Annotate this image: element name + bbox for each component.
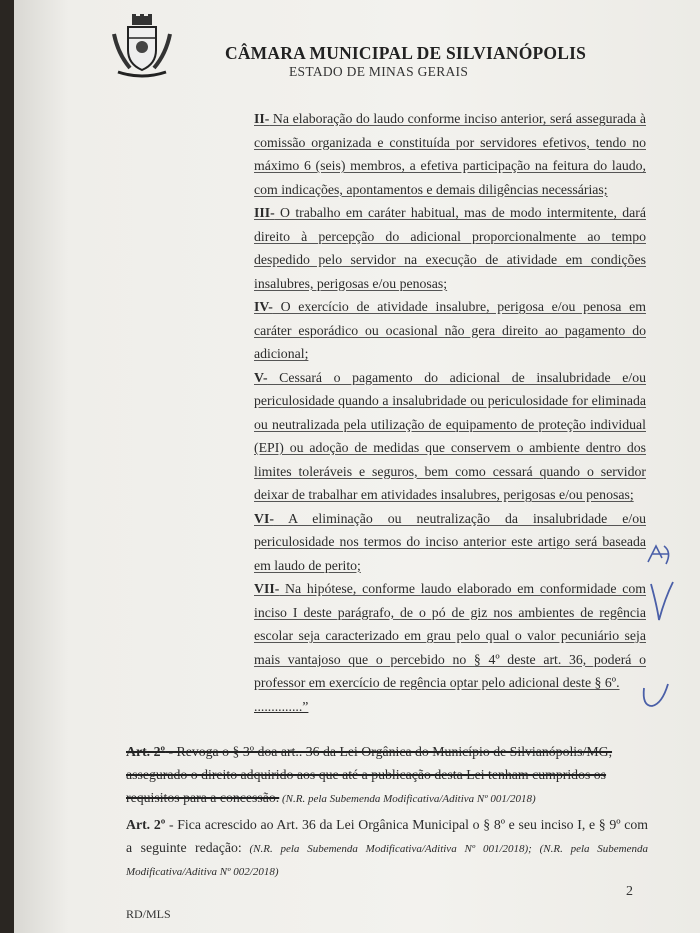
clause-iii: III- O trabalho em caráter habitual, mas de modo intermitente, dará direito à percepção do adicional proporcionalmente ao tempo despedido pelo servidor na execução de atividade em condições insalubres, perigosas e/ou penosas; — [254, 205, 646, 291]
clause-vi: VI- A eliminação ou neutralização da insalubridade e/ou periculosidade nos termos do inciso anterior este artigo será baseada em laudo de perito; — [254, 510, 646, 573]
clause-v: V- Cessará o pagamento do adicional de insalubridade e/ou periculosidade quando a insalubridade ou periculosidade for eliminada ou neutralizada pela utilização de equipamento de proteção individual (EPI) ou adoção de medidas que conservem o ambiente dentro dos limites toleráveis e seguros, bem como cessará quando o servidor deixar de trabalhar em atividades insalubres, perigosas e/ou penosas; — [254, 369, 646, 502]
clause-vii: VII- Na hipótese, conforme laudo elaborado em conformidade com inciso I deste parágrafo, de o pó de giz nos ambientes de regência escolar seja caracterizado em grau pelo qual o valor pecuniário seja mais vantajoso que o percebido no § 4º deste art. 36, poderá o professor em exercício de regência optar pelo adicional deste § 6º. — [254, 581, 646, 690]
municipal-crest-icon — [110, 14, 174, 78]
page-number: 2 — [626, 884, 633, 899]
articles-block — [126, 740, 648, 882]
handwritten-check-icon — [647, 578, 677, 626]
handwritten-mark-icon — [642, 540, 682, 570]
institution-title: CÂMARA MUNICIPAL DE SILVIANÓPOLIS — [225, 43, 587, 63]
handwritten-check-icon — [638, 678, 674, 714]
article-2: Art. 2º - Fica acrescido ao Art. 36 da Lei Orgânica Municipal o § 8º e seu inciso I, e § 9º com a seguinte redação: (N.R. pela Subemenda Modificativa/Aditiva Nº 001/2018); (N.R. pela Subemenda Modificativa/Aditiva Nº 002/2018) — [126, 817, 648, 878]
clause-iv: IV- O exercício de atividade insalubre, perigosa e/ou penosa em caráter esporádico ou ocasional não gera direito ao pagamento do adicional; — [254, 299, 646, 361]
closing-dots: ..............” — [254, 698, 309, 714]
clause-ii: II- Na elaboração do laudo conforme inciso anterior, será assegurada à comissão organizada e constituída por servidores efetivos, tendo no máximo 6 (seis) membros, a efetiva participação na feitura do laudo, com indicações, apontamentos e demais diligências necessárias; — [254, 111, 646, 197]
clauses-list — [254, 107, 646, 718]
footer-initials: RD/MLS — [126, 907, 171, 921]
state-subtitle: ESTADO DE MINAS GERAIS — [289, 64, 469, 79]
document-page — [14, 0, 700, 933]
revoked-article: Art. 2º - Revoga o § 3º doa art.. 36 da Lei Orgânica do Município de Silvianópolis/MG, assegurado o direito adquirido aos que até a publicação desta Lei tenham cumpridos os requisitos para a concessão. (N.R. pela Subemenda Modificativa/Aditiva Nº 001/2018) — [126, 744, 613, 805]
